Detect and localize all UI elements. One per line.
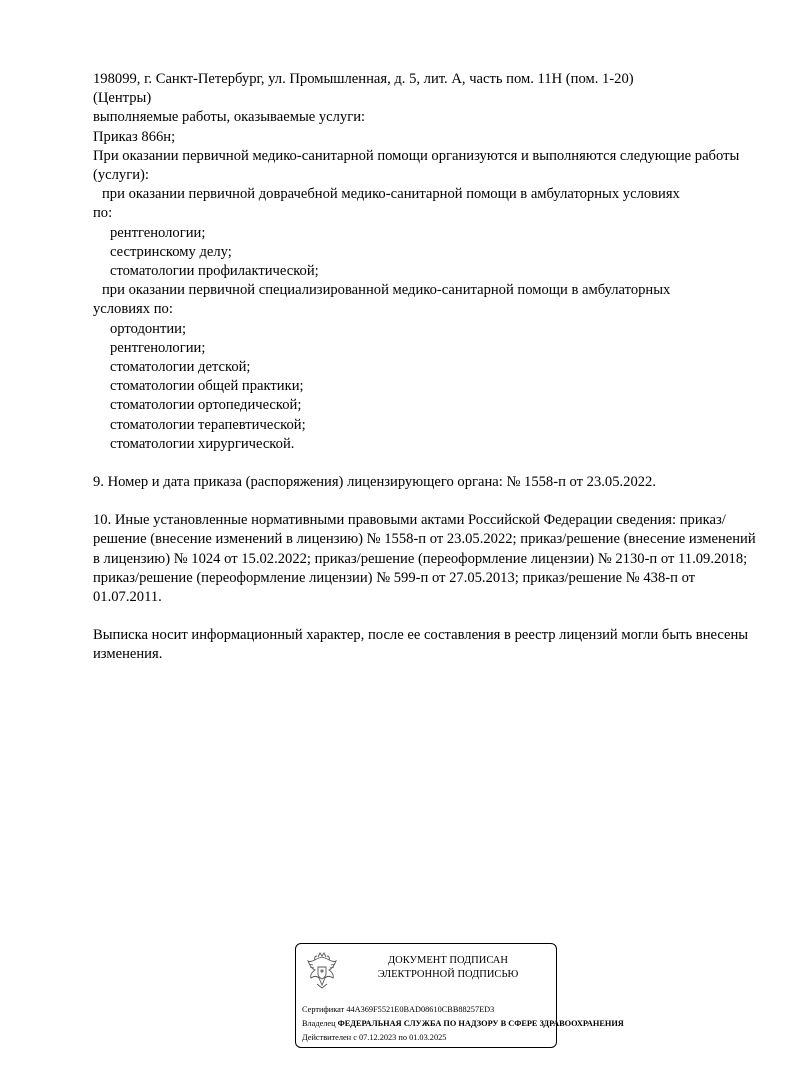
disclaimer-note: Выписка носит информационный характер, после ее составления в реестр лицензий могли быть внесены изменения. <box>93 627 749 663</box>
certificate-row: Сертификат 44A369F5521E0BAD08610CBB88257ED3 <box>302 1005 495 1014</box>
stamp-title: ДОКУМЕНТ ПОДПИСАН ЭЛЕКТРОННОЙ ПОДПИСЬЮ <box>377 955 519 980</box>
document-line: при оказании первичной специализированной медико-санитарной помощи в амбулаторных <box>102 282 671 299</box>
item-10-other-info: 10. Иные установленные нормативными правовыми актами Российской Федерации сведения: приказ/решение (внесение изменений в лицензию) № 1558-п от 23.05.2022; приказ/решение (внесение изменений в лицензию) № 1024 от 15.02.2022; приказ/решение (переоформление лицензии) № 2130-п от 11.09.2018; приказ/решение (переоформление лицензии) № 599-п от 27.05.2013; приказ/решение № 438-п от 01.07.2011. <box>93 512 756 606</box>
document-line: При оказании первичной медико-санитарной помощи организуются и выполняются следующие работы (услуги): <box>93 147 740 184</box>
services-list <box>93 70 763 454</box>
document-line: при оказании первичной доврачебной медико-санитарной помощи в амбулаторных условиях <box>102 186 680 203</box>
owner-row: Владелец ФЕДЕРАЛЬНАЯ СЛУЖБА ПО НАДЗОРУ В СФЕРЕ ЗДРАВООХРАНЕНИЯ <box>302 1019 624 1028</box>
coat-of-arms-icon <box>305 951 339 991</box>
document-line: (Центры) <box>93 90 152 107</box>
document-body <box>93 70 763 665</box>
document-line: стоматологии общей практики; <box>110 378 304 395</box>
document-line: сестринскому делу; <box>110 243 232 260</box>
validity-row: Действителен с 07.12.2023 по 01.03.2025 <box>302 1033 447 1042</box>
document-line: Приказ 866н; <box>93 128 176 145</box>
document-line: рентгенологии; <box>110 224 206 241</box>
document-line: условиях по: <box>93 301 173 318</box>
document-line: стоматологии хирургической. <box>110 435 295 452</box>
document-line: по: <box>93 205 113 222</box>
document-line: стоматологии терапевтической; <box>110 416 306 433</box>
item-9-order: 9. Номер и дата приказа (распоряжения) лицензирующего органа: № 1558-п от 23.05.2022. <box>93 474 656 491</box>
document-line: стоматологии детской; <box>110 359 251 376</box>
document-line: ортодонтии; <box>110 320 187 337</box>
document-line: рентгенологии; <box>110 339 206 356</box>
electronic-signature-stamp <box>295 943 624 1048</box>
document-line: выполняемые работы, оказываемые услуги: <box>93 109 366 126</box>
document-line: стоматологии профилактической; <box>110 263 319 280</box>
document-line: стоматологии ортопедической; <box>110 397 302 414</box>
document-line: 198099, г. Санкт-Петербург, ул. Промышленная, д. 5, лит. А, часть пом. 11Н (пом. 1-20) <box>93 71 634 87</box>
